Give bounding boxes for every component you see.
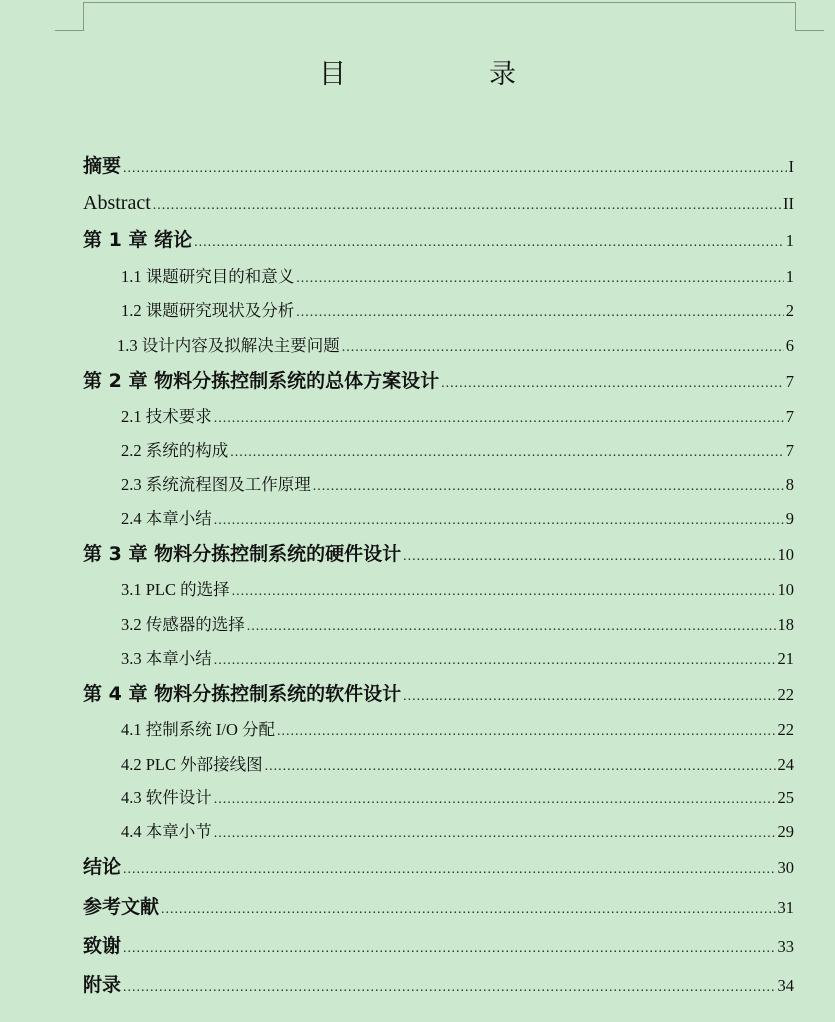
- toc-leader-dots: [403, 683, 775, 711]
- toc-page-number: 10: [777, 580, 794, 599]
- toc-leader-dots: [342, 334, 784, 362]
- toc-page-number: 34: [777, 976, 794, 995]
- toc-page-number: 21: [777, 649, 794, 668]
- toc-entry-label: 附录: [83, 974, 122, 996]
- toc-entry-section-3-3[interactable]: [121, 645, 794, 673]
- toc-entry-label: 3.1 PLC 的选择: [121, 580, 230, 599]
- toc-page-number: II: [783, 194, 794, 213]
- toc-entry-conclusion[interactable]: [83, 853, 794, 881]
- toc-page-number: 22: [777, 685, 794, 704]
- toc-entry-chapter-4[interactable]: [83, 680, 794, 708]
- toc-leader-dots: [123, 935, 775, 963]
- toc-entry-section-4-3[interactable]: [121, 784, 794, 812]
- toc-entry-label: 第 1 章 绪论: [83, 229, 193, 251]
- toc-page-number: 7: [785, 407, 794, 426]
- toc-entry-section-2-3[interactable]: [121, 471, 794, 499]
- toc-entry-section-2-1[interactable]: [121, 403, 794, 431]
- toc-page-number: 7: [785, 441, 794, 460]
- toc-leader-dots: [265, 753, 776, 781]
- toc-leader-dots: [296, 265, 784, 293]
- toc-entry-label: 参考文献: [83, 896, 160, 918]
- toc-page-number: 10: [777, 545, 794, 564]
- toc-entry-acknowledgements[interactable]: [83, 932, 794, 960]
- toc-leader-dots: [123, 856, 775, 884]
- toc-leader-dots: [232, 578, 776, 606]
- toc-page-number: 24: [777, 755, 794, 774]
- toc-entry-abstract-en[interactable]: [83, 189, 794, 217]
- toc-leader-dots: [441, 370, 784, 398]
- toc-entry-section-4-4[interactable]: [121, 818, 794, 846]
- toc-page-number: 1: [785, 267, 794, 286]
- toc-entry-label: 4.2 PLC 外部接线图: [121, 755, 263, 774]
- toc-page-number: 7: [785, 372, 794, 391]
- toc-entry-label: 4.4 本章小节: [121, 822, 212, 841]
- toc-entry-label: 2.4 本章小结: [121, 509, 212, 528]
- toc-entry-label: 第 3 章 物料分拣控制系统的硬件设计: [83, 543, 402, 565]
- toc-entry-label: 3.2 传感器的选择: [121, 615, 245, 634]
- toc-leader-dots: [214, 786, 776, 814]
- toc-entry-label: 3.3 本章小结: [121, 649, 212, 668]
- toc-leader-dots: [214, 647, 776, 675]
- toc-page-number: 29: [777, 822, 794, 841]
- toc-entry-chapter-3[interactable]: [83, 540, 794, 568]
- toc-entry-label: 摘要: [83, 155, 122, 177]
- toc-page-number: I: [788, 157, 794, 176]
- toc-entry-label: 2.2 系统的构成: [121, 441, 229, 460]
- toc-page-number: 25: [777, 788, 794, 807]
- toc-entry-label: 2.3 系统流程图及工作原理: [121, 475, 311, 494]
- toc-entry-section-2-2[interactable]: [121, 437, 794, 465]
- toc-entry-label: 1.3 设计内容及拟解决主要问题: [117, 336, 340, 355]
- toc-leader-dots: [214, 405, 784, 433]
- toc-leader-dots: [194, 229, 784, 257]
- toc-page-number: 31: [777, 898, 794, 917]
- toc-entry-chapter-1[interactable]: [83, 226, 794, 254]
- toc-entry-section-1-2[interactable]: [121, 297, 794, 325]
- toc-leader-dots: [313, 473, 784, 501]
- toc-leader-dots: [247, 613, 776, 641]
- toc-entry-section-1-3[interactable]: [117, 332, 794, 360]
- toc-leader-dots: [214, 507, 784, 535]
- toc-entry-label: 1.1 课题研究目的和意义: [121, 267, 295, 286]
- toc-entry-label: 第 4 章 物料分拣控制系统的软件设计: [83, 683, 402, 705]
- toc-entry-label: 结论: [83, 856, 122, 878]
- toc-entry-references[interactable]: [83, 893, 794, 921]
- toc-entry-section-4-2[interactable]: [121, 751, 794, 779]
- toc-entry-label: 第 2 章 物料分拣控制系统的总体方案设计: [83, 370, 440, 392]
- toc-entry-label: 4.1 控制系统 I/O 分配: [121, 720, 275, 739]
- toc-entry-section-4-1[interactable]: [121, 716, 794, 744]
- toc-leader-dots: [296, 299, 784, 327]
- toc-leader-dots: [123, 155, 786, 183]
- toc-page-number: 2: [785, 301, 794, 320]
- toc-entry-section-3-2[interactable]: [121, 611, 794, 639]
- toc-page-number: 30: [777, 858, 794, 877]
- toc-entry-abstract-cn[interactable]: [83, 152, 794, 180]
- toc-page-number: 18: [777, 615, 794, 634]
- toc-page-number: 33: [777, 937, 794, 956]
- toc-leader-dots: [153, 192, 781, 220]
- toc-entry-label: 致谢: [83, 935, 122, 957]
- toc-leader-dots: [123, 974, 775, 1002]
- toc-entry-label: 1.2 课题研究现状及分析: [121, 301, 295, 320]
- toc-page-number: 9: [785, 509, 794, 528]
- toc-entry-label: 2.1 技术要求: [121, 407, 212, 426]
- toc-page-number: 22: [777, 720, 794, 739]
- toc-leader-dots: [403, 543, 775, 571]
- toc-entry-label: 4.3 软件设计: [121, 788, 212, 807]
- toc-entry-section-1-1[interactable]: [121, 263, 794, 291]
- toc-page-number: 8: [785, 475, 794, 494]
- toc-leader-dots: [277, 718, 776, 746]
- toc-page-number: 1: [785, 231, 794, 250]
- toc-leader-dots: [214, 820, 776, 848]
- toc-entry-label: Abstract: [83, 192, 151, 214]
- toc-entry-section-3-1[interactable]: [121, 576, 794, 604]
- toc-leader-dots: [230, 439, 784, 467]
- toc-page-number: 6: [785, 336, 794, 355]
- toc-entry-section-2-4[interactable]: [121, 505, 794, 533]
- toc-entry-appendix[interactable]: [83, 971, 794, 999]
- toc-entry-chapter-2[interactable]: [83, 367, 794, 395]
- page-title: 目 录: [319, 59, 574, 90]
- toc-leader-dots: [161, 896, 775, 924]
